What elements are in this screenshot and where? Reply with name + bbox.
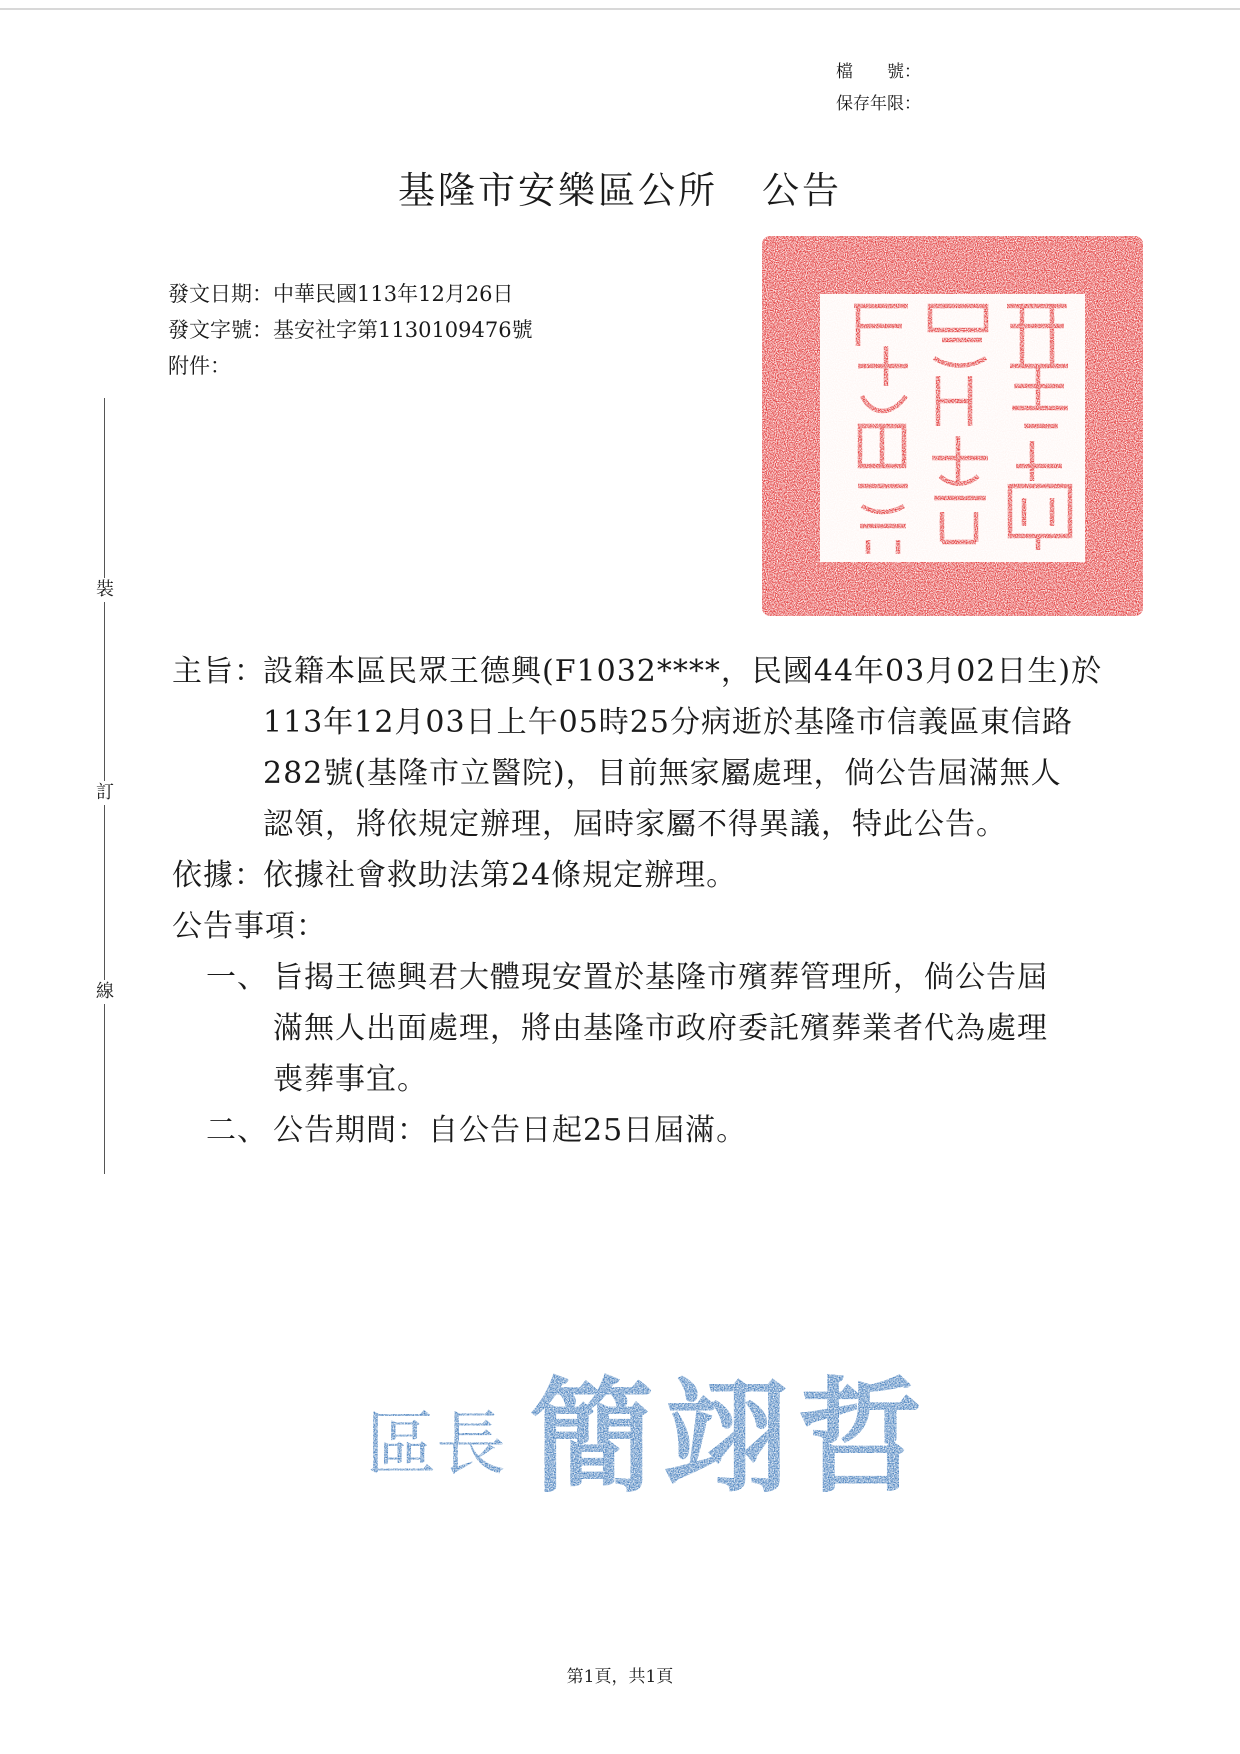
subject-line: 282號(基隆市立醫院)，目前無家屬處理，倘公告屆滿無人 <box>263 756 1062 791</box>
document-title <box>0 160 1240 214</box>
official-seal <box>762 236 1143 616</box>
subject-line: 設籍本區民眾王德興(F1032****，民國44年03月02日生)於 <box>263 654 1103 689</box>
item-number: 二、 <box>206 1113 268 1148</box>
issue-info <box>168 276 533 384</box>
file-number-label: 檔 號： <box>836 62 921 82</box>
issue-reference-number: 發文字號：基安社字第1130109476號 <box>168 318 533 342</box>
file-meta <box>836 56 921 120</box>
subject-label: 主旨： <box>172 654 265 689</box>
binding-mark-xian: 線 <box>93 980 117 1004</box>
item-line: 公告期間：自公告日起25日屆滿。 <box>273 1113 748 1148</box>
item-number: 一、 <box>206 960 268 995</box>
binding-mark-zhuang: 裝 <box>93 578 117 602</box>
retention-period-label: 保存年限： <box>836 94 921 114</box>
signature-title: 區長 <box>366 1403 506 1485</box>
basis-label: 依據： <box>172 858 265 893</box>
item-line: 滿無人出面處理，將由基隆市政府委託殯葬業者代為處理 <box>273 1011 1048 1046</box>
title-doc-type: 公告 <box>762 169 842 212</box>
signature-name: 簡翊哲 <box>530 1366 933 1506</box>
basis-text: 依據社會救助法第24條規定辦理。 <box>263 858 738 893</box>
subject-line: 113年12月03日上午05時25分病逝於基隆市信義區東信路 <box>263 705 1073 740</box>
title-organization: 基隆市安樂區公所 <box>398 169 718 212</box>
notice-items-label: 公告事項： <box>172 909 327 944</box>
attachment-label: 附件： <box>168 354 231 378</box>
subject-line: 認領，將依規定辦理，屆時家屬不得異議，特此公告。 <box>263 807 1007 842</box>
item-line: 喪葬事宜。 <box>273 1062 428 1097</box>
signature-stamp <box>362 1356 962 1506</box>
issue-date: 發文日期：中華民國113年12月26日 <box>168 282 514 306</box>
item-line: 旨揭王德興君大體現安置於基隆市殯葬管理所，倘公告屆 <box>273 960 1048 995</box>
page-number: 第1頁，共1頁 <box>566 1667 674 1687</box>
page-top-rule <box>0 8 1240 10</box>
binding-mark-ding: 訂 <box>93 781 117 805</box>
